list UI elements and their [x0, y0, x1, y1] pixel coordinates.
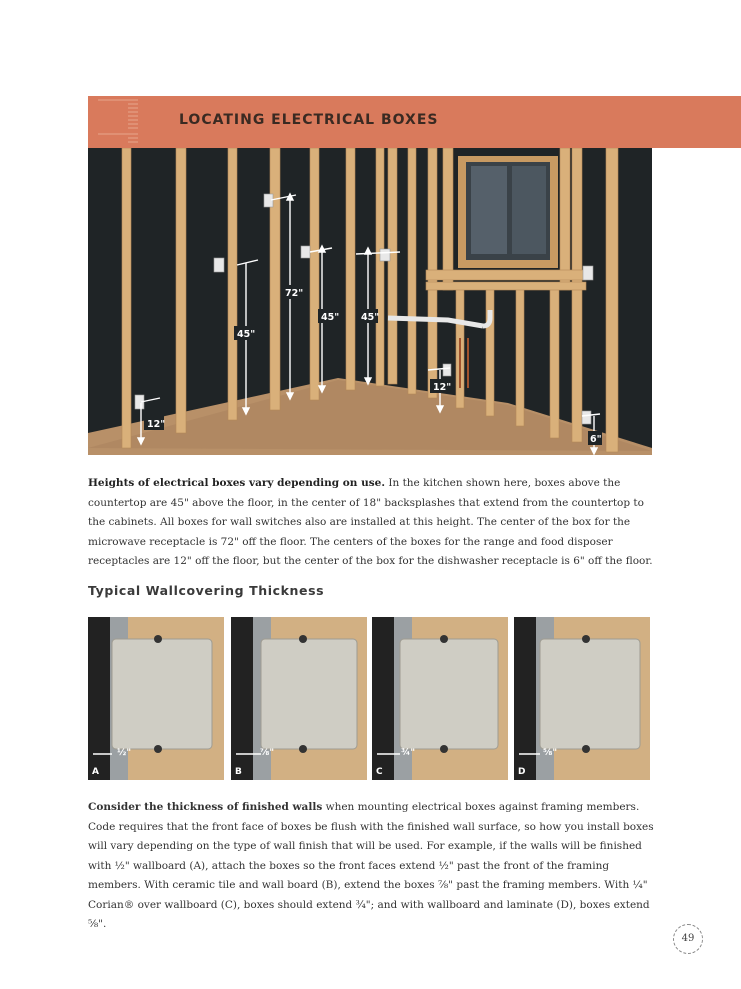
dim-label-45-window: 45": [361, 312, 380, 323]
panel-d-dimension: ⅝": [543, 748, 558, 758]
section-title: LOCATING ELECTRICAL BOXES: [179, 112, 439, 128]
dim-label-72-microwave: 72": [285, 288, 304, 299]
panel-b-dimension: ⅞": [260, 748, 275, 758]
panel-d-letter: D: [518, 767, 526, 777]
kitchen-framing-photo: [88, 148, 652, 455]
dim-label-45-switch: 45": [237, 329, 256, 340]
page-number: 49: [673, 924, 703, 954]
caption-heights-body: In the kitchen shown here, boxes above the countertop are 45" above the floor, in the center of 18" backsplashes that extend from the countertop to the cabinets. All boxes for wall switches also are installed at this height. The center of the box for the microwave receptacle is 72" off the floor. The centers of the boxes for the range and food disposer receptacles are 12" off the floor, but the center of the box for the dishwasher receptacle is 6" off the floor.: [88, 477, 653, 567]
panel-b-letter: B: [235, 767, 242, 777]
caption-heights: [88, 474, 654, 572]
panel-a-dimension: ½": [117, 748, 132, 758]
panel-c: [372, 617, 508, 780]
section-banner: [88, 96, 741, 148]
panel-a: [88, 617, 224, 780]
panel-c-letter: C: [376, 767, 383, 777]
dim-label-45-counter: 45": [321, 312, 340, 323]
panel-a-letter: A: [92, 767, 99, 777]
caption-thickness-body: when mounting electrical boxes against framing members. Code requires that the front face of boxes be flush with the finished wall surface, so how you install boxes will vary depending on the type of wall finish that will be used. For example, if the walls will be finished with ½" wallboard (A), attach the boxes so the front faces extend ½" past the front of the framing members. With ceramic tile and wall board (B), extend the boxes ⅞" past the framing members. With ¼" Corian® over wallboard (C), boxes should extend ¾"; and with wallboard and laminate (D), boxes extend ⅝".: [88, 801, 654, 930]
ruler-decoration: [88, 96, 138, 148]
panel-b: [231, 617, 367, 780]
panel-c-dimension: ¾": [401, 748, 416, 758]
dim-label-12-range: 12": [147, 419, 166, 430]
caption-thickness: [88, 798, 654, 935]
subheading-wallcovering: Typical Wallcovering Thickness: [88, 583, 325, 598]
dim-label-6-dishwasher: 6": [590, 434, 602, 445]
dim-label-12-disposer: 12": [433, 382, 452, 393]
caption-heights-lead: Heights of electrical boxes vary depending on use.: [88, 477, 385, 489]
panel-d: [514, 617, 650, 780]
caption-thickness-lead: Consider the thickness of finished walls: [88, 801, 323, 813]
